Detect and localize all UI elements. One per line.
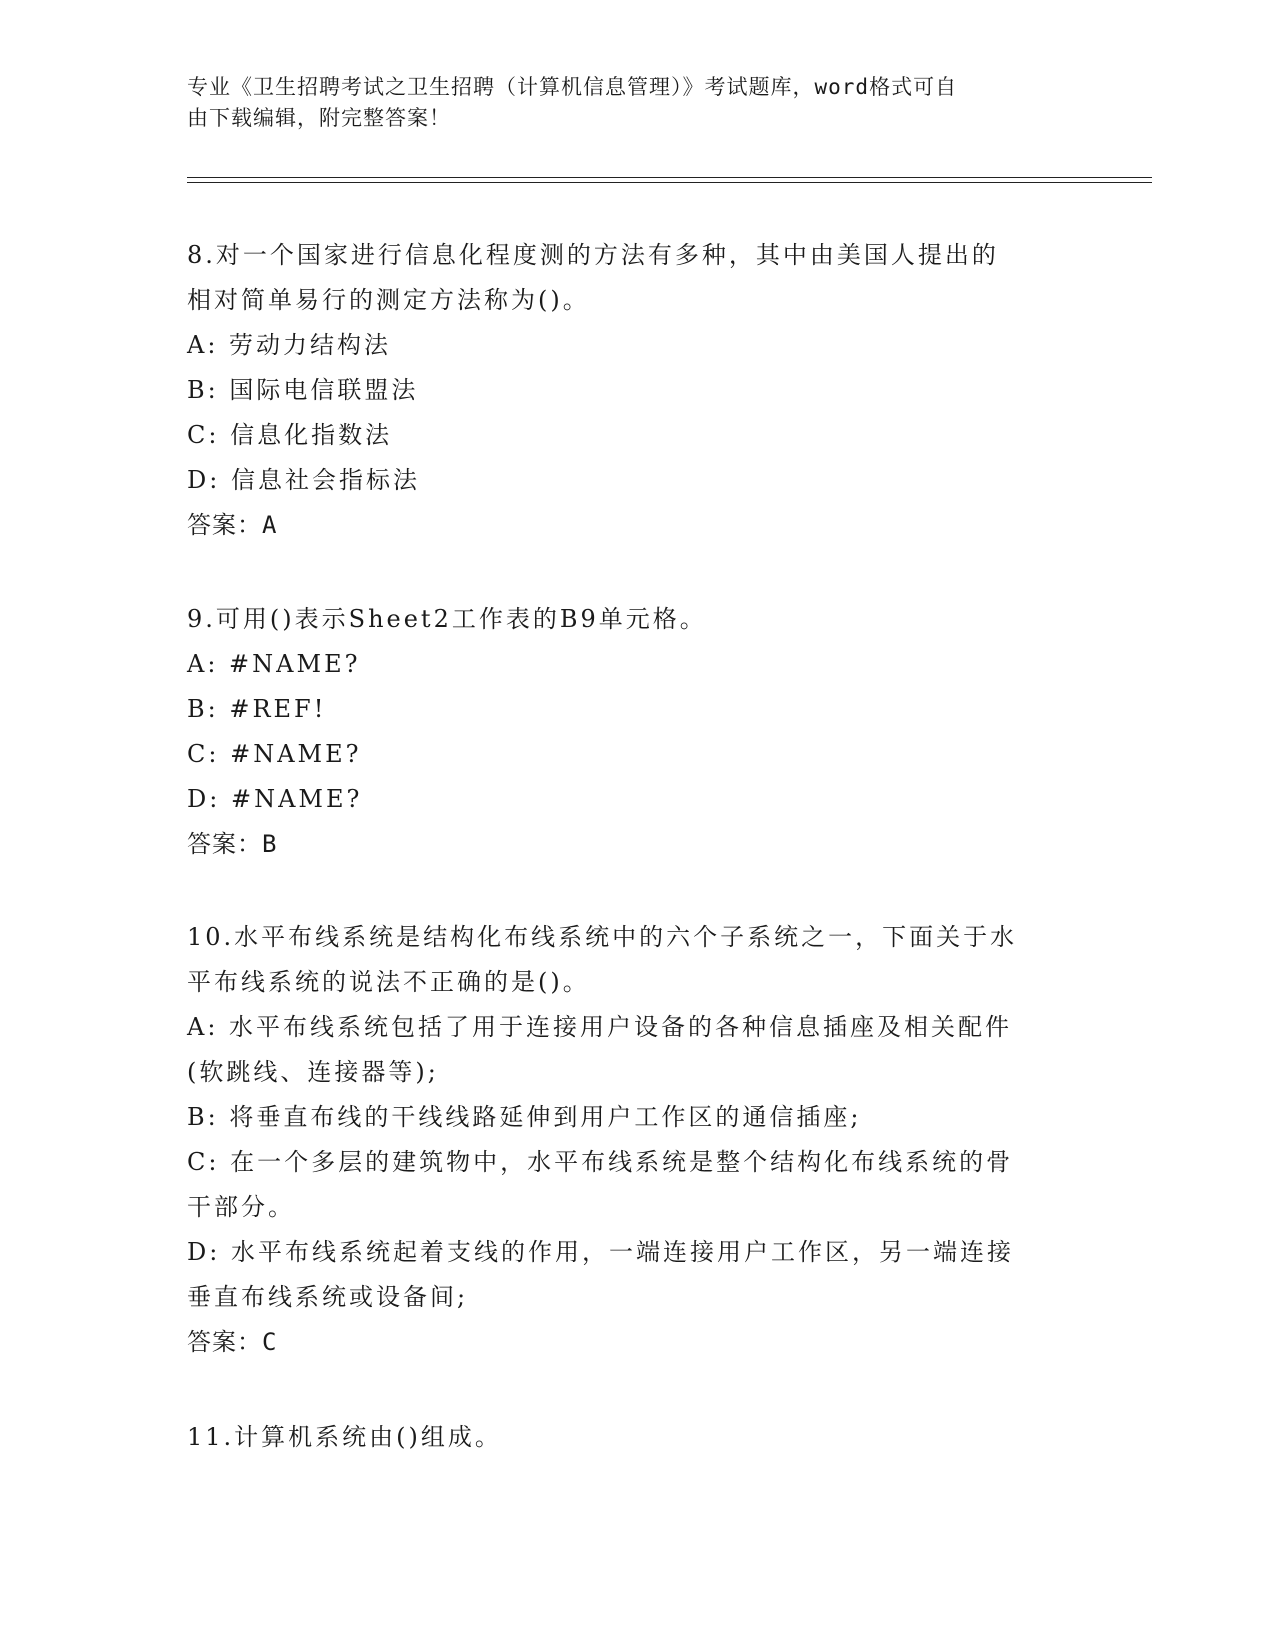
option-a-continued: (软跳线、连接器等); <box>187 1058 439 1086</box>
answer: 答案：A <box>187 511 278 539</box>
header-line-2: 由下载编辑，附完整答案！ <box>187 106 451 130</box>
option-c: C: 在一个多层的建筑物中，水平布线系统是整个结构化布线系统的骨 <box>187 1148 1014 1176</box>
question-text: 平布线系统的说法不正确的是()。 <box>187 968 590 996</box>
question-11 <box>187 1415 1077 1460</box>
question-text: 相对简单易行的测定方法称为()。 <box>187 286 590 314</box>
header-line-1: 专业《卫生招聘考试之卫生招聘（计算机信息管理）》考试题库，word格式可自 <box>187 75 958 99</box>
question-8 <box>187 233 1077 548</box>
option-b: B: 国际电信联盟法 <box>187 376 419 404</box>
option-d: D: #NAME? <box>187 785 363 813</box>
question-text: 9.可用()表示Sheet2工作表的B9单元格。 <box>187 605 707 633</box>
option-d-continued: 垂直布线系统或设备间; <box>187 1283 469 1311</box>
option-b: B: #REF! <box>187 695 327 723</box>
option-a: A: 水平布线系统包括了用于连接用户设备的各种信息插座及相关配件 <box>187 1013 1013 1041</box>
answer: 答案：C <box>187 1328 278 1356</box>
answer: 答案：B <box>187 830 278 858</box>
option-a: A: #NAME? <box>187 650 361 678</box>
option-c: C: #NAME? <box>187 740 362 768</box>
option-c-continued: 干部分。 <box>187 1193 295 1221</box>
option-d: D: 信息社会指标法 <box>187 466 420 494</box>
question-text: 11.计算机系统由()组成。 <box>187 1423 502 1451</box>
header-divider-top <box>187 177 1152 178</box>
option-d: D: 水平布线系统起着支线的作用，一端连接用户工作区，另一端连接 <box>187 1238 1014 1266</box>
header-divider-bottom <box>187 182 1152 183</box>
option-a: A: 劳动力结构法 <box>187 331 392 359</box>
question-9 <box>187 597 1077 867</box>
document-header <box>187 72 1067 134</box>
option-b: B: 将垂直布线的干线线路延伸到用户工作区的通信插座; <box>187 1103 862 1131</box>
option-c: C: 信息化指数法 <box>187 421 393 449</box>
question-text: 10.水平布线系统是结构化布线系统中的六个子系统之一，下面关于水 <box>187 923 1018 951</box>
question-text: 8.对一个国家进行信息化程度测的方法有多种，其中由美国人提出的 <box>187 241 999 269</box>
question-10 <box>187 915 1077 1365</box>
